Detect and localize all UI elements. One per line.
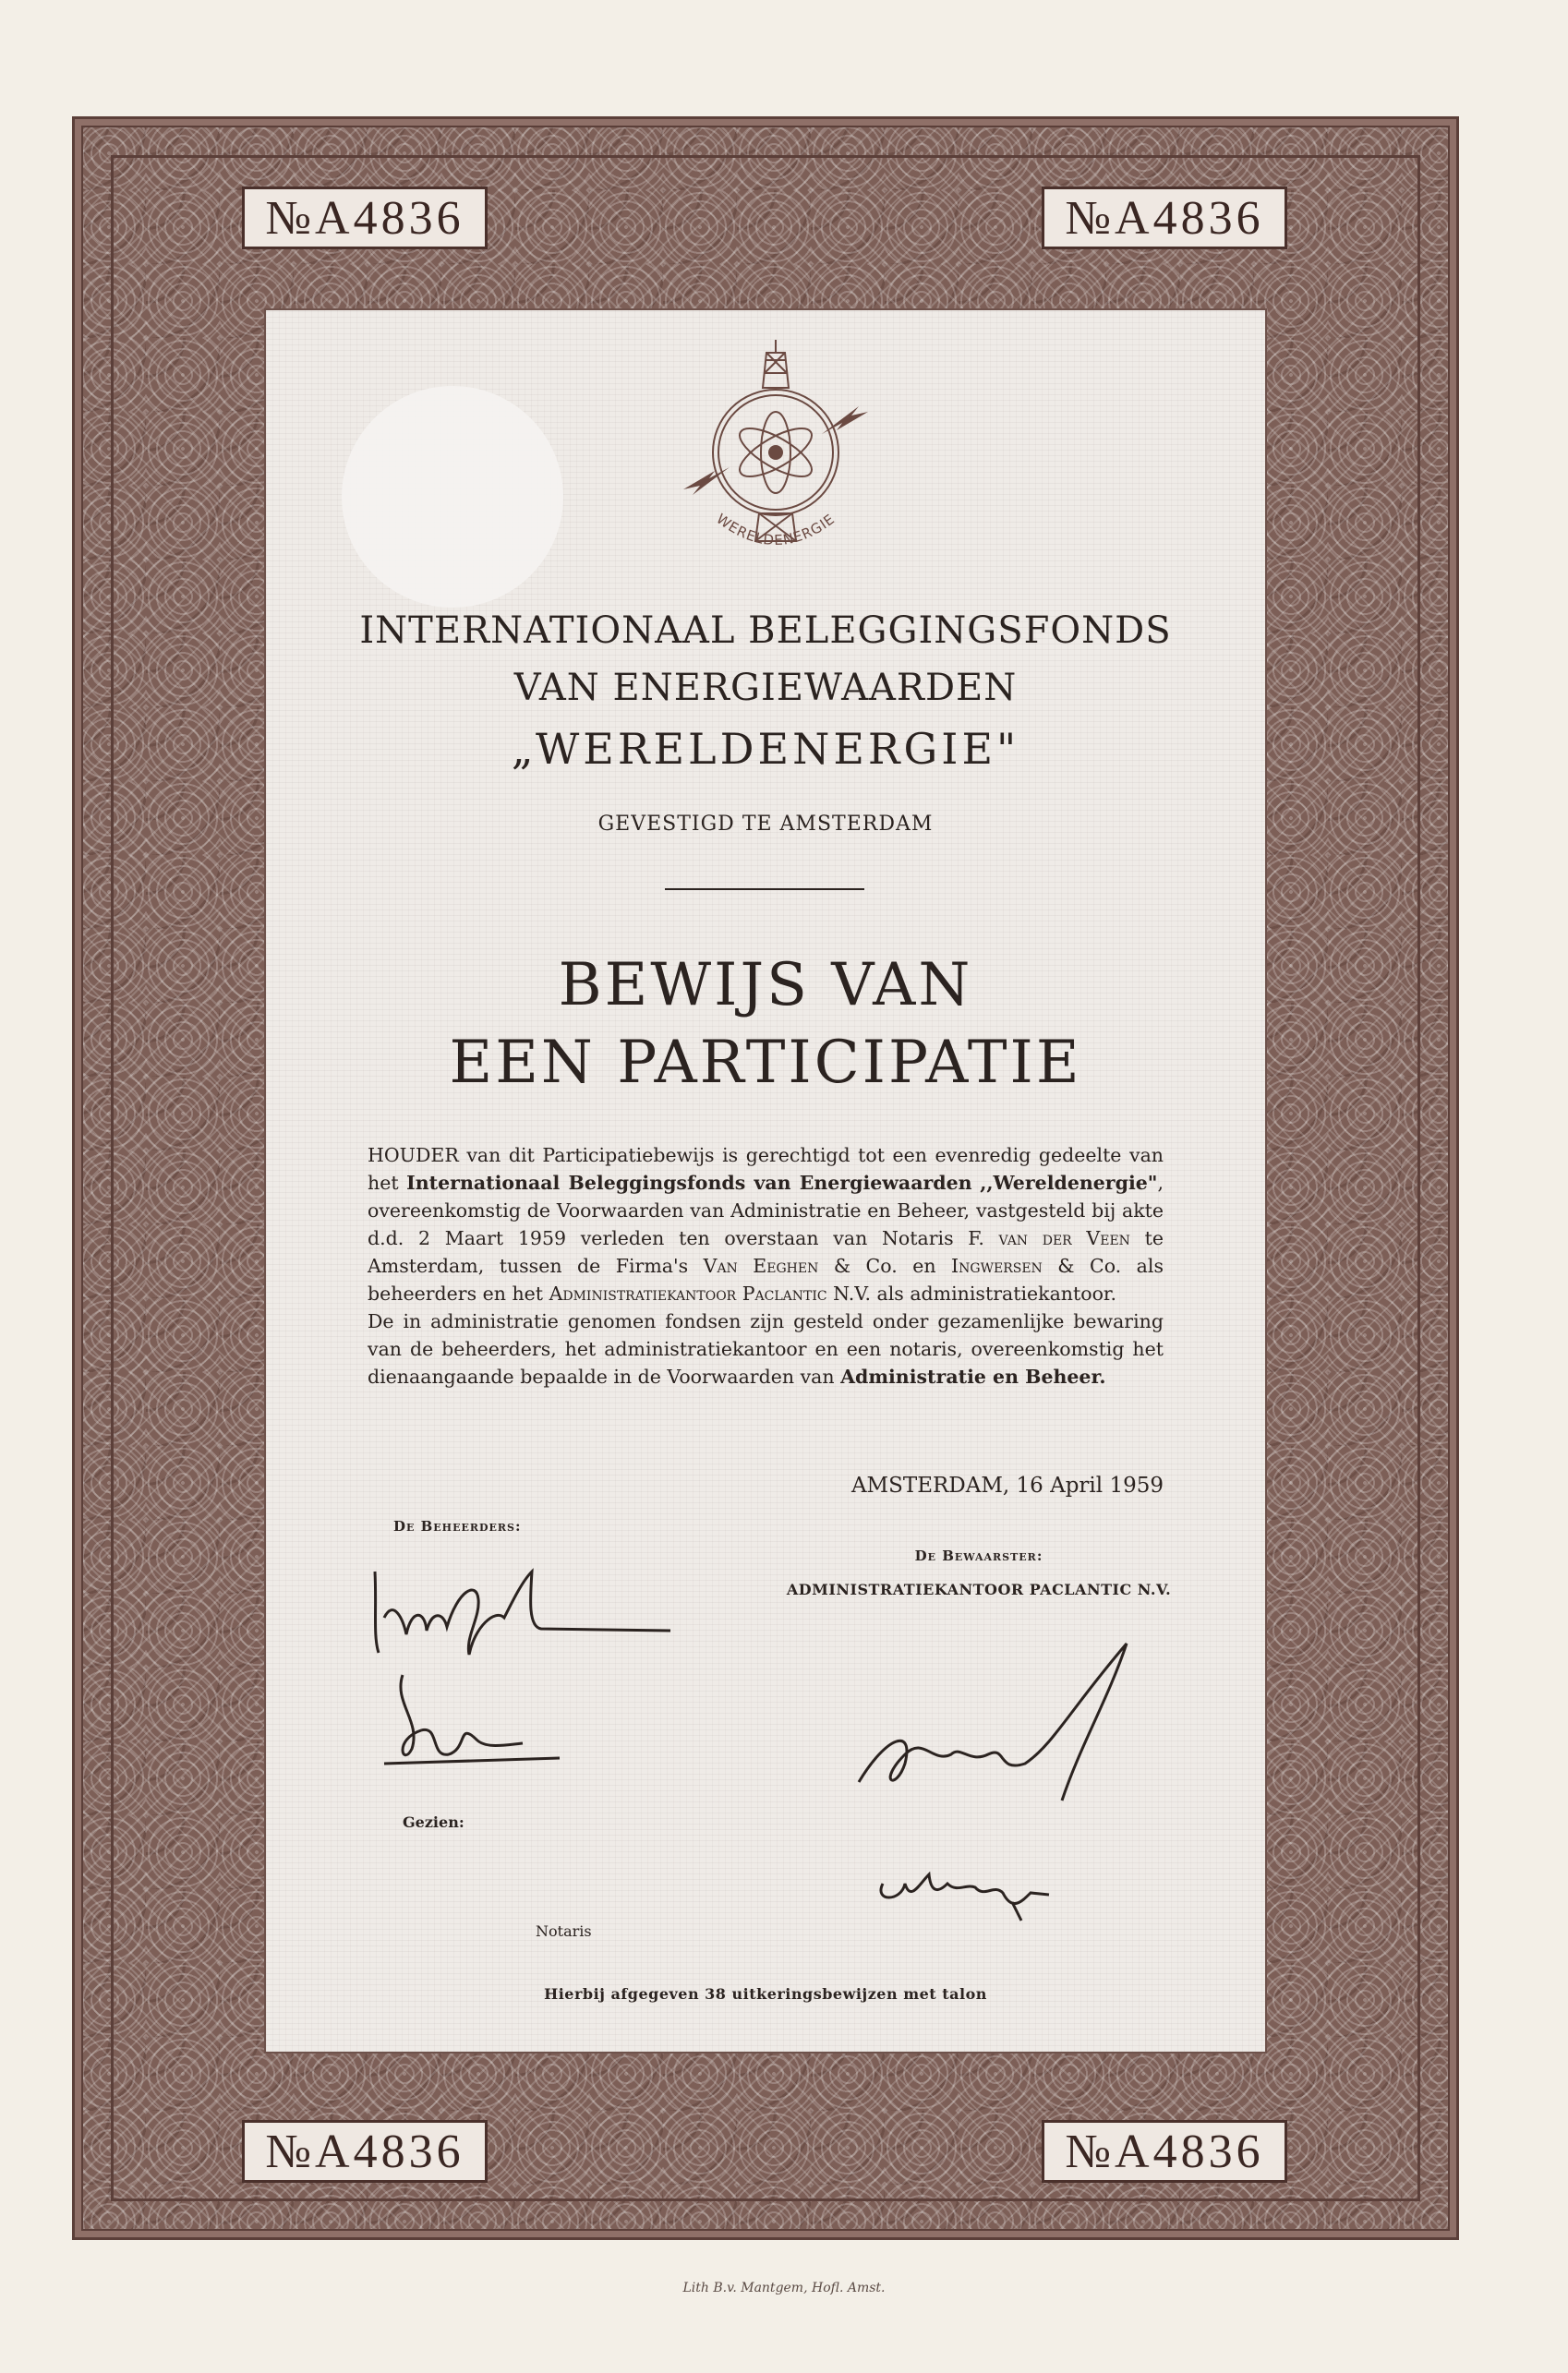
title-divider [665, 888, 864, 890]
serial-number-top-left: № A4836 [242, 187, 488, 249]
custodian-signature-1 [850, 1625, 1145, 1810]
fund-title-line-3: „WERELDENERGIE" [511, 724, 1020, 774]
serial-number-top-right: № A4836 [1042, 187, 1287, 249]
seen-label: Gezien: [403, 1813, 464, 1831]
manager-signature-2 [366, 1666, 569, 1786]
fund-title-line-1: INTERNATIONAAL BELEGGINGSFONDS [359, 609, 1172, 652]
issue-date: AMSTERDAM, 16 April 1959 [850, 1474, 1164, 1498]
fund-title-line-2: VAN ENERGIEWAARDEN [513, 667, 1018, 709]
watermark-circle [342, 386, 563, 608]
notary-label: Notaris [536, 1922, 592, 1940]
certificate-heading-line-2: EEN PARTICIPATIE [449, 1029, 1082, 1097]
serial-number-bottom-left: № A4836 [242, 2120, 488, 2183]
wereldenergie-emblem-icon [674, 332, 877, 591]
custodian-signature-2 [864, 1847, 1067, 1930]
printer-imprint: Lith B.v. Mantgem, Hofl. Amst. [682, 2281, 886, 2295]
manager-signature-1 [366, 1553, 680, 1664]
custodian-label: De Bewaarster: [914, 1548, 1043, 1564]
certificate-heading-line-1: BEWIJS VAN [558, 951, 973, 1019]
talon-note: Hierbij afgegeven 38 uitkeringsbewijzen met talon [544, 1985, 987, 2003]
svg-text:WERELDENERGIE: WERELDENERGIE [713, 510, 838, 549]
custodian-name: ADMINISTRATIEKANTOOR PACLANTIC N.V. [786, 1581, 1172, 1598]
serial-number-bottom-right: № A4836 [1042, 2120, 1287, 2183]
certificate-body-text: HOUDER van dit Participatiebewijs is gerechtigd tot een evenredig gedeelte van het Internationaal Beleggingsfonds van Energiewaarden ,,Wereldenergie", overeenkomstig de Voorwaarden van Administratie en Beheer, vastgesteld bij akte d.d. 2 Maart 1959 verleden ten overstaan van Notaris F. van der Veen te Amsterdam, tussen de Firma's Van Eeghen & Co. en Ingwersen & Co. als beheerders en het Administratiekantoor Paclantic N.V. als administratiekantoor. De in administratie genomen fondsen zijn gesteld onder gezamenlijke bewaring van de beheerders, het administratiekantoor en een notaris, overeenkomstig het dienaangaande bepaalde in de Voorwaarden van Administratie en Beheer. [368, 1144, 1164, 1388]
managers-label: De Beheerders: [393, 1518, 522, 1535]
fund-seat: GEVESTIGD TE AMSTERDAM [597, 813, 934, 836]
